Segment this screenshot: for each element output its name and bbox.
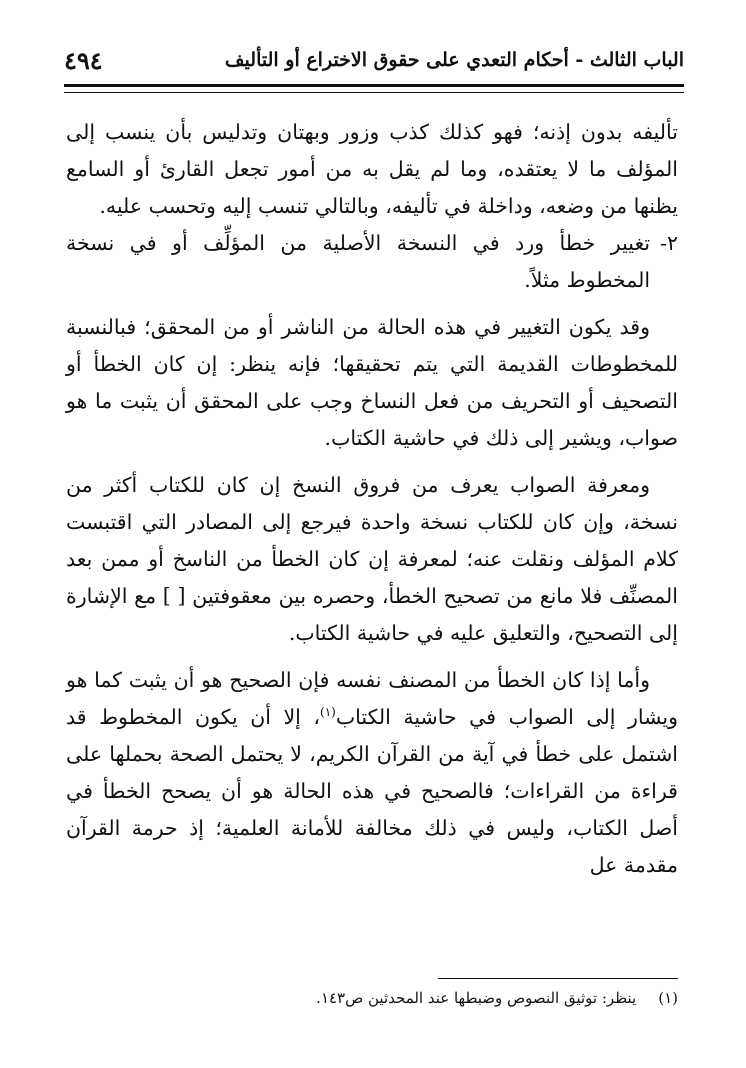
page-header xyxy=(64,40,684,80)
paragraph-5-part-1: وأما إذا كان الخطأ من المصنف نفسه فإن الصحيح هو أن يثبت كما هو ويشار إلى الصواب في حاشية الكتاب xyxy=(66,668,678,729)
footnote-text: ينظر: توثيق النصوص وضبطها عند المحدثين ص١٤٣. xyxy=(316,989,637,1007)
paragraph-3: وقد يكون التغيير في هذه الحالة من الناشر أو من المحقق؛ فبالنسبة للمخطوطات القديمة التي يتم تحقيقها؛ فإنه ينظر: إن كان الخطأ أو التصحيف أو التحريف من فعل النساخ وجب على المحقق أن يثبت ما هو صواب، ويشير إلى ذلك في حاشية الكتاب. xyxy=(66,315,678,450)
body-text xyxy=(66,114,678,884)
paragraph-5 xyxy=(66,662,678,884)
footnote-reference[interactable]: (١) xyxy=(320,705,336,720)
paragraph-1: تأليفه بدون إذنه؛ فهو كذلك كذب وزور وبهتان وتدليس بأن ينسب إلى المؤلف ما لا يعتقده، وما لم يقل به من أمور تجعل القارئ أو السامع يظنها من وضعه، وداخلة في تأليفه، وبالتالي تنسب إليه وتحسب عليه. xyxy=(66,120,678,218)
header-rule-thick xyxy=(64,84,684,87)
list-number: ٢- xyxy=(660,231,678,255)
paragraph-5-part-2: ، إلا أن يكون المخطوط قد اشتمل على خطأ في آية من القرآن الكريم، لا يحتمل الصحة بحملها على قراءة من القراءات؛ فالصحيح في هذه الحالة هو أن يصحح الخطأ في أصل الكتاب، وليس في ذلك مخالفة للأمانة العلمية؛ إذ حرمة القرآن مقدمة عل xyxy=(66,705,678,877)
running-title: الباب الثالث - أحكام التعدي على حقوق الاختراع أو التأليف xyxy=(224,49,684,71)
header-rule-thin xyxy=(64,92,684,93)
list-text: تغيير خطأ ورد في النسخة الأصلية من المؤلِّف أو في نسخة المخطوط مثلاً. xyxy=(66,231,651,292)
page-number: ٤٩٤ xyxy=(64,45,103,75)
footnote-mark: (١) xyxy=(658,989,678,1007)
list-item-2 xyxy=(66,225,678,299)
footnote xyxy=(66,986,678,1010)
paragraph-4: ومعرفة الصواب يعرف من فروق النسخ إن كان للكتاب أكثر من نسخة، وإن كان للكتاب نسخة واحدة فيرجع إلى المصادر التي اقتبست كلام المؤلف ونقلت عنه؛ لمعرفة إن كان الخطأ من الناسخ أو ممن بعد المصنِّف فلا مانع من تصحيح الخطأ، وحصره بين معقوفتين [ ] مع الإشارة إلى التصحيح، والتعليق عليه في حاشية الكتاب. xyxy=(66,473,678,645)
footnote-separator xyxy=(438,978,678,979)
